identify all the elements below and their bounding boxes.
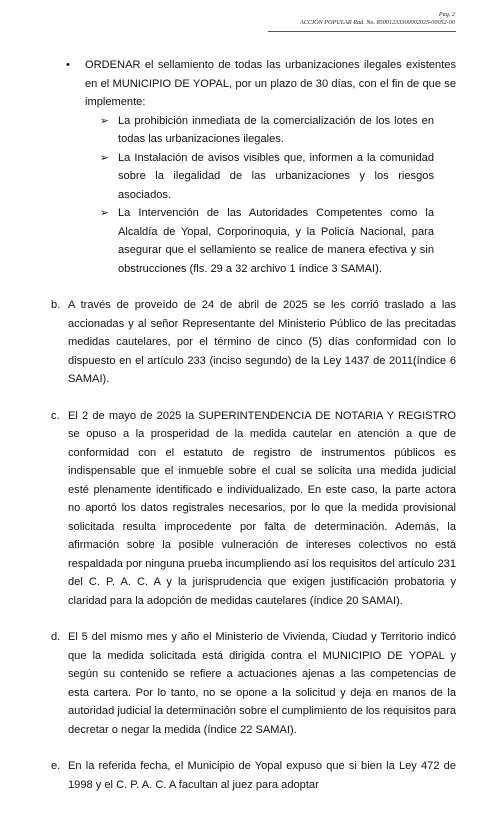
arrow-bullet-icon: ➢: [100, 114, 109, 127]
page-header: [300, 11, 455, 27]
paragraph-text: En la referida fecha, el Municipio de Yopal expuso que si bien la Ley 472 de 1998 y el C. P. A. C. A facultan al juez para adoptar: [68, 760, 456, 791]
sub-item-text: La Instalación de avisos visibles que, informen a la comunidad sobre la ilegalidad de las urbanizaciones y los riesgos asociados.: [118, 151, 434, 201]
sub-item: [85, 204, 456, 278]
bullet-text: ORDENAR el sellamiento de todas las urbanizaciones ilegales existentes en el MUNICIPIO DE YOPAL, por un plazo de 30 días, con el fin de que se implemente:: [85, 59, 456, 108]
paragraph-text: El 2 de mayo de 2025 la SUPERINTENDENCIA DE NOTARIA Y REGISTRO se opuso a la prosperidad de la medida cautelar en atención a que de conformidad con el estatuto de registro de instrumentos públicos es indispensable que el inmueble sobre el cual se solicita una medida judicial esté plenamente identificado e individualizado. En este caso, la parte actora no aportó los datos registrales necesarios, por lo que la medida provisional solicitada resulta improcedente por falta de determinación. Además, la afirmación sobre la posible vulneración de intereses colectivos no está respaldada por ninguna prueba incumpliendo así los requisitos del artículo 231 del C. P. A. C. A y la jurisprudencia que exigen justificación probatoria y claridad para la adopción de medidas cautelares (índice 20 SAMAI).: [68, 409, 456, 607]
paragraph-text: A través de proveído de 24 de abril de 2025 se les corrió traslado a las accionadas y al señor Representante del Ministerio Público de las precitadas medidas cautelares, por el término de cinco (5) días conformidad con lo dispuesto en el artículo 233 (inciso segundo) de la Ley 1437 de 2011(índice 6 SAMAI).: [68, 299, 456, 385]
document-body: [0, 56, 478, 794]
paragraph-letter: e.: [51, 760, 61, 772]
paragraph-b: [0, 296, 478, 389]
paragraph-letter: c.: [51, 409, 60, 422]
bullet-mark: •: [66, 59, 70, 71]
arrow-bullet-icon: ➢: [100, 207, 109, 219]
sub-item-text: La prohibición inmediata de la comercialización de los lotes en todas las urbanizaciones ilegales.: [118, 114, 434, 145]
sub-item-text: La Intervención de las Autoridades Competentes como la Alcaldía de Yopal, Corporinoquia, y la Policía Nacional, para asegurar que el sellamiento se realice de manera efectiva y sin obstrucciones (fls. 29 a 32 archivo 1 índice 3 SAMAI).: [118, 207, 434, 275]
paragraph-letter: b.: [51, 299, 61, 311]
sub-list: [85, 112, 456, 279]
bullet-item: [0, 56, 478, 278]
sub-item: [85, 112, 456, 149]
case-reference: ACCIÓN POPULAR Rad. No. 85001233300002025-00052-00: [299, 19, 455, 27]
paragraph-e: [0, 757, 478, 794]
arrow-bullet-icon: ➢: [100, 151, 109, 164]
paragraph-c: [0, 407, 478, 611]
paragraph-d: [0, 628, 478, 739]
page-number: Pag. 2: [438, 11, 455, 18]
header-rule: [268, 31, 456, 32]
sub-item: [85, 149, 456, 205]
paragraph-text: El 5 del mismo mes y año el Ministerio de Vivienda, Ciudad y Territorio indicó que la medida solicitada está dirigida contra el MUNICIPIO DE YOPAL y según su contenido se refiere a actuaciones ajenas a las competencias de esta cartera. Por lo tanto, no se opone a la solicitud y deja en manos de la autoridad judicial la determinación sobre el cumplimiento de los requisitos para decretar o negar la medida (índice 22 SAMAI).: [68, 631, 456, 736]
paragraph-letter: d.: [51, 631, 61, 643]
